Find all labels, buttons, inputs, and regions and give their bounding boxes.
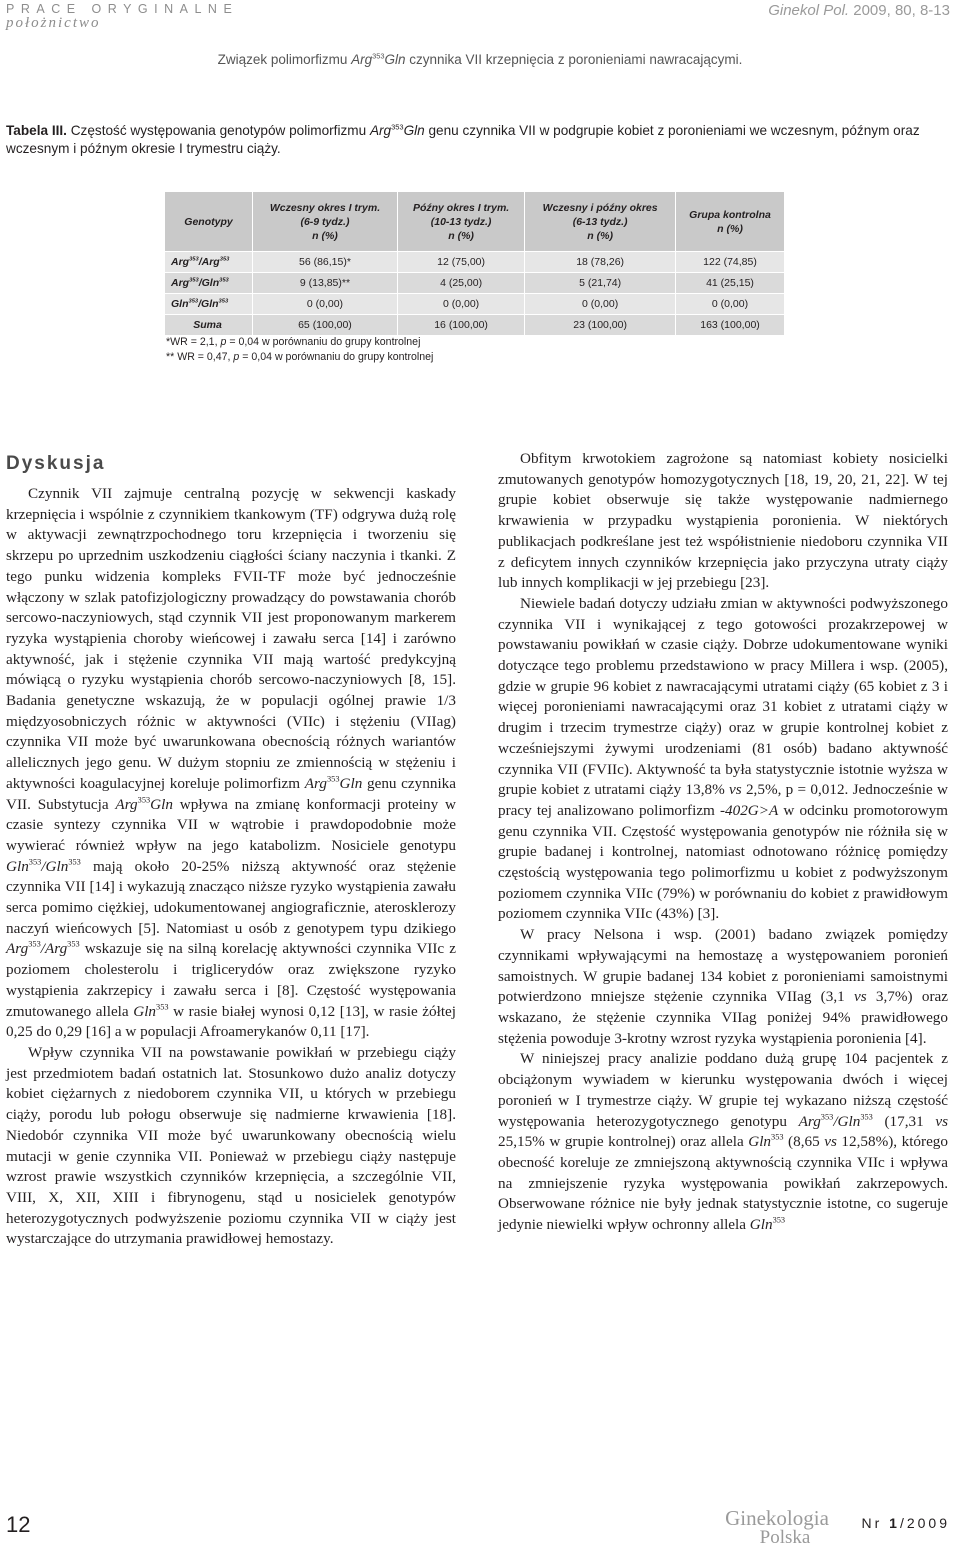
table-caption	[6, 122, 936, 158]
header-line: (10-13 tydz.)	[430, 215, 492, 228]
issue-number	[861, 1515, 950, 1531]
gene-sup: 353	[67, 940, 80, 950]
text-run: wpływa na zmianę konformacji proteiny w czasie syntezy czynnika VII w wątrobie i prawdopodobnie może wywierać również wpływ na jego katabolizm. Nosiciele genotypu	[6, 795, 456, 854]
table-cell: 0 (0,00)	[397, 294, 524, 315]
genotype-part: Gln	[201, 298, 219, 310]
table-header-cell	[253, 192, 398, 252]
subsection-label: położnictwo	[6, 15, 101, 31]
table-cell: 12 (75,00)	[397, 252, 524, 273]
table-cell: 41 (25,15)	[676, 273, 785, 294]
table-cell: 122 (74,85)	[676, 252, 785, 273]
sum-label: Suma	[165, 315, 253, 336]
vs-term: vs	[935, 1112, 948, 1130]
note-p: p	[220, 336, 227, 348]
table-header-cell	[397, 192, 524, 252]
header-line: n (%)	[448, 229, 474, 242]
gene-sup: 353	[137, 795, 151, 805]
gene-term: /Gln	[41, 857, 69, 875]
running-title-gln: Gln	[384, 52, 406, 67]
issue-prefix: Nr	[861, 1515, 890, 1531]
table-cell: 0 (0,00)	[525, 294, 676, 315]
table-row	[165, 294, 785, 315]
left-column	[6, 484, 456, 1250]
gene-sup: 353	[156, 1002, 169, 1012]
gene-sup: 353	[772, 1215, 786, 1225]
note-text: *WR = 2,1,	[166, 336, 221, 348]
genotype-sup: 353	[188, 298, 199, 305]
note-text: ** WR = 0,47,	[166, 351, 234, 363]
right-column	[498, 449, 948, 1236]
vs-term: vs	[853, 988, 867, 1006]
text-run: Czynnik VII zajmuje centralną pozycję w sekwencji kaskady krzepnięcia i wspólnie z czynnikiem tkankowym (TF) odgrywa dużą rolę w aktywacji zewnątrzpochodnego toru krzepnięcia i tworzeniu się skrzepu po uprzednim uszkodzeniu ciągłości ściany naczynia i tkanki. Z tego punku widzenia kompleks FVII-TF może być jednocześnie włączony w szlak patofizjologiczny prowadzący do powstawania chorób sercowo-naczyniowych, stąd czynnik VII jest proponowanym markerem ryzyka wystąpienia choroby wieńcowej i zawału serca [14] i zarówno aktywność, jak i stężenie czynnika VII mają wartość predykcyjną mówiącą o ryzyku wystąpienia chorób sercowo-naczyniowych [8, 15]. Badania genetyczne wskazują, że w populacji ogólnej prawie 1/3 międzyosobniczych różnic w aktywności (VIIc) i stężeniu (VIIag) czynnika VII może być uwarunkowana obecnością różnych wariantów allelicznych jego genu. W dużym stopniu ze zmiennością w stężeniu i aktywności koagulacyjnej koreluje polimorfizm	[6, 485, 456, 792]
gene-term: /Gln	[833, 1112, 861, 1130]
gene-term: Gln	[749, 1216, 773, 1234]
gene-sup: 353	[771, 1132, 784, 1142]
table-sum-row	[165, 315, 785, 336]
table-cell: 16 (100,00)	[397, 315, 524, 336]
table-note-2	[166, 350, 433, 365]
text-run: W niniejszej pracy analizie poddano dużą grupę 104 pacjentek z obciążonym wywiadem w kierunku występowania dwóch i więcej poronień w I trymestrze ciąży. W grupie tej wykazano niższą częstość występowania heterozygotycznego genotypu	[498, 1050, 948, 1130]
text-run: mają około 20-25% niższą aktywność oraz stężenie czynnika VII [14] i wykazują znacząco niższe ryzyko wystąpienia zawału serca pomimo ciężkiej, udokumentowanej angiograficznie, aterosklerozy naczyń wieńcowych [5]. Natomiast u osób z genotypem typu dzikiego	[6, 857, 456, 937]
paragraph	[498, 925, 948, 1049]
gene-term: Arg	[115, 795, 138, 813]
journal-citation	[768, 2, 950, 20]
gene-term: Arg	[798, 1112, 821, 1130]
genotype-cell	[165, 294, 253, 315]
genotype-sup: 353	[189, 256, 199, 263]
journal-name: Ginekol Pol.	[768, 2, 850, 19]
text-run: 25,15% w grupie kontrolnej) oraz allela	[498, 1133, 749, 1151]
genotype-table	[164, 191, 785, 336]
gene-sup: 353	[327, 774, 340, 784]
gene-sup: 353	[28, 940, 41, 950]
journal-ref: 2009, 80, 8-13	[849, 2, 950, 19]
journal-logo	[712, 1508, 842, 1548]
header-line: Późny okres I trym.	[412, 201, 510, 214]
vs-term: vs	[729, 781, 742, 799]
paragraph: Obfitym krwotokiem zagrożone są natomiast kobiety nosicielki zmutowanych genotypów homozygotycznych [18, 19, 20, 21, 22]. W tej grupie kobiet obserwuje się także występowanie nadmiernego krwawienia w przypadku wystąpienia poronienia. W niektórych publikacjach podkreślane jest też współistnienie niedoboru czynnika VII z deficytem innych czynników krzepnięcia jako przyczyna utraty ciąży lub innych komplikacji w jej przebiegu [23].	[498, 450, 948, 592]
table-cell: 0 (0,00)	[253, 294, 398, 315]
paragraph: Wpływ czynnika VII na powstawanie powikłań w przebiegu ciąży jest przedmiotem badań ostatnich lat. Stosunkowo dużo analiz dotyczy kobiet ciężarnych z niedoborem czynnika VII, u których w przebiegu ciąży, porodu lub połogu obserwuje się nadmierne krwawienia [18]. Niedobór czynnika VII może być uwarunkowany obecnością wielu mutacji w genie czynnika VII. Ponieważ w przebiegu ciąży następuje wzrost prawie wszystkich czynników krzepnięcia, a szczególnie VII, VIII, X, XII, XIII i fibrynogenu, stąd u nosicielek genotypów heterozygotycznych podwyższenie poziomu czynnika VII w ciąży jest wystarczające do utrzymania prawidłowej hemostazy.	[6, 1043, 456, 1248]
genotype-cell	[165, 252, 253, 273]
gene-term: Gln	[133, 1002, 157, 1020]
genotype-sep: /	[198, 298, 202, 310]
table-row	[165, 252, 785, 273]
table-header-cell	[676, 192, 785, 252]
polymorphism-term: -402G>A	[719, 801, 779, 819]
table-caption-text: Częstość występowania genotypów polimorfizmu	[66, 123, 370, 138]
header-line: (6-13 tydz.)	[572, 215, 628, 228]
gene-term: Gln	[150, 795, 173, 813]
table-header-cell	[165, 192, 253, 252]
table-header-row	[165, 192, 785, 252]
table-caption-arg: Arg	[369, 123, 392, 138]
paragraph	[6, 484, 456, 1043]
running-title-text-end: czynnika VII krzepnięcia z poronieniami nawracającymi.	[405, 52, 743, 67]
table-caption-gln: Gln	[403, 123, 425, 138]
issue-num: 1	[889, 1515, 900, 1531]
paragraph	[498, 1049, 948, 1235]
genotype-part: Gln	[171, 298, 189, 310]
table-cell: 163 (100,00)	[676, 315, 785, 336]
genotype-sup: 353	[219, 256, 230, 263]
gene-term: Arg	[6, 940, 29, 958]
section-label: PRACE ORYGINALNE	[6, 2, 239, 16]
genotype-sup: 353	[219, 277, 229, 284]
running-title-text: Związek polimorfizmu	[217, 52, 352, 67]
genotype-part: Arg	[171, 277, 190, 289]
genotype-part: Arg	[201, 256, 220, 268]
header-line: n (%)	[312, 229, 338, 242]
text-run: (8,65	[783, 1133, 825, 1151]
text-run: wskazuje się na silną korelację aktywności czynnika VIIc z poziomem cholesterolu i triglicerydów oraz zwiększone ryzyko wystąpienia zakrzepicy i zawału serca i [8]. Częstość występowania zmutowanego allela	[6, 940, 456, 1020]
table-cell: 56 (86,15)*	[253, 252, 398, 273]
text-run: 2,5%, p = 0,012. Jednocześnie w pracy tej analizowano polimorfizm	[498, 781, 948, 819]
text-run: 12,58%), którego obecność koreluje ze zmniejszoną aktywnością czynnika VIIc i wpływa na zmniejszenie ryzyka występowania powikłań zakrzepowych. Obserwowane różnice nie były jednak statystycznie istotne, co sugeruje jedynie niewielki wpływ ochronny allela	[498, 1133, 948, 1234]
genotype-part: Gln	[201, 277, 220, 289]
paragraph	[498, 594, 948, 925]
header-line: Genotypy	[184, 215, 233, 228]
table-cell: 4 (25,00)	[397, 273, 524, 294]
text-run: 3,7%) oraz wskazano, że stężenie czynnika VIIag poniżej 94% prawidłowego stężenia powoduje 3-krotny wzrost ryzyka wystąpienia poronienia [4].	[498, 988, 948, 1047]
text-run: (17,31	[872, 1112, 936, 1130]
table-row	[165, 273, 785, 294]
vs-term: vs	[824, 1133, 837, 1151]
table-header-cell	[525, 192, 676, 252]
header-line: (6-9 tydz.)	[300, 215, 350, 228]
header-line: n (%)	[717, 222, 743, 235]
text-run: genu czynnika VII. Substytucja	[6, 774, 457, 813]
table-cell: 9 (13,85)**	[253, 273, 398, 294]
text-run: W pracy Nelsona i wsp. (2001) badano związek pomiędzy czynnikami wpływającymi na hemostazę a występowaniem poronień samoistnych. W grupie badanej 134 kobiet z poronieniami samoistnymi potwierdzono mniejsze stężenie czynnika VIIag (3,1	[498, 926, 948, 1006]
table-cell: 0 (0,00)	[676, 294, 785, 315]
section-heading: Dyskusja	[6, 453, 106, 474]
genotype-sep: /	[198, 277, 202, 289]
genotype-sup: 353	[218, 298, 229, 305]
running-title-arg: Arg	[351, 52, 373, 67]
table-cell: 23 (100,00)	[525, 315, 676, 336]
gene-term: Gln	[748, 1133, 772, 1151]
gene-term: Gln	[339, 774, 363, 792]
header-line: Wczesny okres I trym.	[269, 201, 381, 214]
table-cell: 65 (100,00)	[253, 315, 398, 336]
gene-term: /Arg	[40, 940, 68, 958]
genotype-sup: 353	[189, 277, 199, 284]
header-line: Grupa kontrolna	[689, 208, 771, 221]
logo-line: Ginekologia	[725, 1506, 829, 1530]
note-p: p	[233, 351, 240, 363]
text-run: Niewiele badań dotyczy udziału zmian w aktywności podwyższonego czynnika VII i wynikającej z tego gotowości prozakrzepowej w powstawaniu powikłań w czasie ciąży. Dobrze udokumentowane wyniki dotyczące tego problemu przedstawiono w pracy Millera i wsp. (2005), gdzie w grupie 96 kobiet z nawracającymi utratami ciąży (65 kobiet z 3 i więcej poronieniami nawracającymi oraz 31 kobiet z utratami ciąży w drugim i trzecim trymestrze ciąży) oraz w grupie kontrolnej kobiet z wcześniejszymi żywymi urodzeniami (81 osób) badano aktywność czynnika VII (FVIIc). Aktywność ta była statystycznie istotnie wyższa w grupie kobiet z utratami ciąży 13,8%	[498, 594, 948, 799]
gene-term: Arg	[304, 774, 327, 792]
issue-year: /2009	[899, 1515, 950, 1531]
table-note-1	[166, 335, 433, 350]
running-title	[0, 52, 960, 67]
header-line: Wczesny i późny okres	[542, 201, 658, 214]
page-number: 12	[6, 1512, 31, 1537]
table-cell: 5 (21,74)	[525, 273, 676, 294]
table-caption-sup: 353	[391, 122, 404, 132]
header-line: n (%)	[587, 229, 613, 242]
text-run: w odcinku promotorowym genu czynnika VII. Częstość występowania genotypów nie różniła się w grupie badanej i kontrolnej, natomiast odnotowano różnicę pomiędzy częstością występowania tego polimorfizmu u kobiet z podwyższonym poziomem czynnika VIIc (79%) w porównaniu do kobiet z prawidłowym poziomem czynnika VIIc (43%) [3].	[498, 801, 948, 923]
gene-sup: 353	[28, 857, 42, 867]
table-notes	[166, 335, 433, 365]
table-cell: 18 (78,26)	[525, 252, 676, 273]
text-run: w rasie białej wynosi 0,12 [13], w rasie żółtej 0,25 do 0,29 [16] a w populacji Afroamerykanów 0,11 [17].	[6, 1002, 456, 1041]
genotype-cell	[165, 273, 253, 294]
gene-sup: 353	[860, 1112, 873, 1122]
gene-sup: 353	[68, 857, 81, 867]
note-text: = 0,04 w porównaniu do grupy kontrolnej	[226, 336, 421, 348]
table-caption-text-end: genu czynnika VII w podgrupie kobiet z poronieniami we wczesnym, późnym oraz wczesnym i późnym okresie I trymestru ciąży.	[6, 123, 920, 156]
table-caption-label: Tabela III.	[6, 123, 67, 138]
genotype-sep: /	[198, 256, 202, 268]
running-title-sup: 353	[372, 51, 385, 61]
logo-line: Polska	[759, 1527, 811, 1548]
note-text: = 0,04 w porównaniu do grupy kontrolnej	[239, 351, 434, 363]
genotype-part: Arg	[171, 256, 190, 268]
gene-term: Gln	[6, 857, 29, 875]
gene-sup: 353	[820, 1112, 834, 1122]
